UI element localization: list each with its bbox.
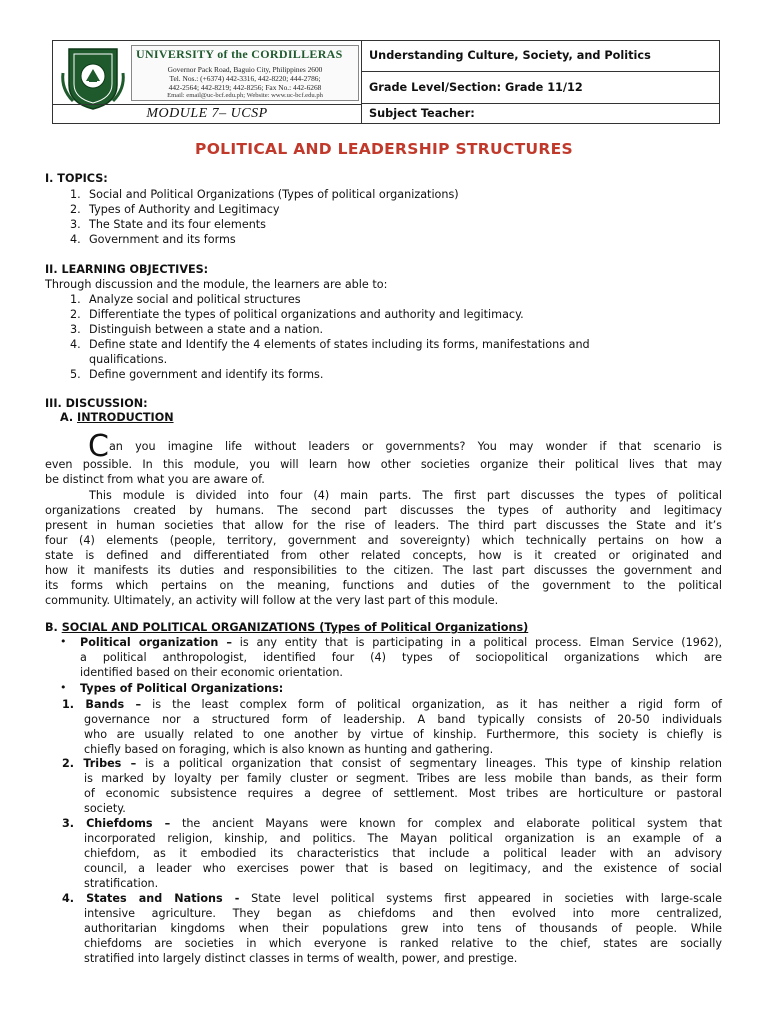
discussion-heading: III. DISCUSSION: bbox=[45, 397, 148, 410]
university-address: Governor Pack Road, Baguio City, Philippines 2600 bbox=[167, 65, 323, 74]
tribes-line: society. bbox=[84, 802, 126, 815]
page-title: POLITICAL AND LEADERSHIP STRUCTURES bbox=[195, 140, 573, 158]
module-header-table bbox=[52, 40, 720, 124]
definition-line: identified based on their economic orientation. bbox=[80, 666, 343, 679]
bands-line: 1. Bands – is the least complex form of political organization, as it has neither a rigid form of bbox=[62, 698, 722, 711]
intro-paragraph-line: be distinct from what you are aware of. bbox=[45, 473, 265, 486]
tribes-line: is marked by loyalty per family cluster or segment. Tribes are less mobile than bands, as their form bbox=[84, 772, 722, 785]
states-line: authoritarian kingdoms when their populations grew into tens of thousands of people. While bbox=[84, 922, 722, 935]
states-line: stratified into largely distinct classes in terms of wealth, power, and prestige. bbox=[84, 952, 518, 965]
chiefdoms-line: council, a leader who exercises power that is based on legitimacy, and the existence of social bbox=[84, 862, 722, 875]
states-line: intensive agriculture. They began as chiefdoms and then evolved into more centralized, bbox=[84, 907, 722, 920]
university-telephone-2: 442-2564; 442-8219; 442-8256; Fax No.: 442-6268 bbox=[168, 83, 322, 92]
states-line: chiefdoms are societies in which everyone is ranked relative to the chief, states are socially bbox=[84, 937, 722, 950]
course-info-block bbox=[362, 41, 719, 123]
intro-paragraph-line: This module is divided into four (4) main parts. The first part discusses the types of political bbox=[89, 489, 722, 502]
objective-item: 4. Define state and Identify the 4 elements of states including its forms, manifestations and bbox=[70, 338, 590, 351]
chiefdoms-line: incorporated religion, kinship, and politics. The Mayan political organization is an example of a bbox=[84, 832, 722, 845]
drop-cap: C bbox=[88, 429, 109, 464]
intro-paragraph-line: four (4) elements (people, territory, government and sovereignty) which technically pertains on how a bbox=[45, 534, 722, 547]
objectives-heading: II. LEARNING OBJECTIVES: bbox=[45, 263, 209, 276]
tribes-line: 2. Tribes – is a political organization that consist of segmentary lineages. This type of kinship relation bbox=[62, 757, 722, 770]
bullet-icon: • bbox=[60, 681, 67, 694]
objective-item: 3. Distinguish between a state and a nation. bbox=[70, 323, 324, 336]
intro-paragraph-line: how it manifests its duties and responsibilities to the citizen. The last part discusses the government and bbox=[45, 564, 722, 577]
university-name: UNIVERSITY of the CORDILLERAS bbox=[136, 47, 343, 61]
grade-level: Grade Level/Section: Grade 11/12 bbox=[362, 72, 719, 104]
intro-paragraph-line: organizations created by humans. The second part discusses the types of authority and legitimacy bbox=[45, 504, 722, 517]
objectives-intro: Through discussion and the module, the learners are able to: bbox=[45, 278, 388, 291]
intro-paragraph-line: community. Ultimately, an activity will follow at the very last part of this module. bbox=[45, 594, 499, 607]
topic-item: 2. Types of Authority and Legitimacy bbox=[70, 203, 280, 216]
definition-line: a political anthropologist, identified four (4) types of sociopolitical organizations which are bbox=[80, 651, 722, 664]
university-block bbox=[53, 41, 362, 123]
university-info-box bbox=[131, 45, 359, 101]
objective-item-continued: qualifications. bbox=[89, 353, 168, 366]
chiefdoms-line: 3. Chiefdoms – the ancient Mayans were known for complex and elaborate political system that bbox=[62, 817, 722, 830]
states-line: 4. States and Nations - State level political systems first appeared in societies with large-scale bbox=[62, 892, 722, 905]
intro-paragraph-line: state is defined and differentiated from other related concepts, how is it created or originated and bbox=[45, 549, 722, 562]
intro-paragraph-line: its forms which pertains on the meaning, functions and duties of the government to the political bbox=[45, 579, 722, 592]
chiefdoms-line: stratification. bbox=[84, 877, 159, 890]
university-seal-icon bbox=[59, 45, 127, 111]
objective-item: 1. Analyze social and political structures bbox=[70, 293, 301, 306]
topic-item: 1. Social and Political Organizations (Types of political organizations) bbox=[70, 188, 459, 201]
section-b-heading: B. SOCIAL AND POLITICAL ORGANIZATIONS (Types of Political Organizations) bbox=[45, 621, 529, 634]
university-telephone: Tel. Nos.: (+6374) 442-3316, 442-8220; 444-2786; bbox=[169, 74, 321, 83]
definition-line: Political organization – is any entity that is participating in a political process. Elman Service (1962), bbox=[80, 636, 723, 649]
bands-line: governance nor a structured form of leadership. A band typically consists of 20-50 individuals bbox=[84, 713, 722, 726]
subject-teacher: Subject Teacher: bbox=[369, 107, 475, 120]
types-heading: Types of Political Organizations: bbox=[80, 682, 284, 695]
section-a-heading: A. INTRODUCTION bbox=[60, 411, 174, 424]
topic-item: 3. The State and its four elements bbox=[70, 218, 267, 231]
intro-paragraph-line: present in human societies that allow for the rise of leaders. The third part discusses the State and it’s bbox=[45, 519, 722, 532]
course-title: Understanding Culture, Society, and Politics bbox=[362, 41, 719, 72]
bullet-icon: • bbox=[60, 635, 67, 648]
objective-item: 5. Define government and identify its forms. bbox=[70, 368, 324, 381]
module-label: MODULE 7– UCSP bbox=[53, 104, 361, 123]
bands-line: who are usually related to one another by virtue of kinship. Furthermore, this society is chiefly is bbox=[84, 728, 722, 741]
topics-heading: I. TOPICS: bbox=[45, 172, 108, 185]
topic-item: 4. Government and its forms bbox=[70, 233, 236, 246]
objective-item: 2. Differentiate the types of political organizations and authority and legitimacy. bbox=[70, 308, 524, 321]
tribes-line: of economic subsistence requires a degree of settlement. Most tribes are horticulture or pastoral bbox=[84, 787, 722, 800]
chiefdoms-line: chiefdom, as it embodied its characteristics that include a political leader with an advisory bbox=[84, 847, 722, 860]
intro-paragraph-line: Can you imagine life without leaders or governments? You may wonder if that scenario is bbox=[88, 429, 722, 464]
university-email: Email: email@uc-bcf.edu.ph; Website: www.uc-bcf.edu.ph bbox=[167, 92, 323, 99]
bands-line: chiefly based on foraging, which is also known as hunting and gathering. bbox=[84, 743, 494, 756]
intro-paragraph-line: even possible. In this module, you will learn how other societies organize their political lives that may bbox=[45, 458, 722, 471]
